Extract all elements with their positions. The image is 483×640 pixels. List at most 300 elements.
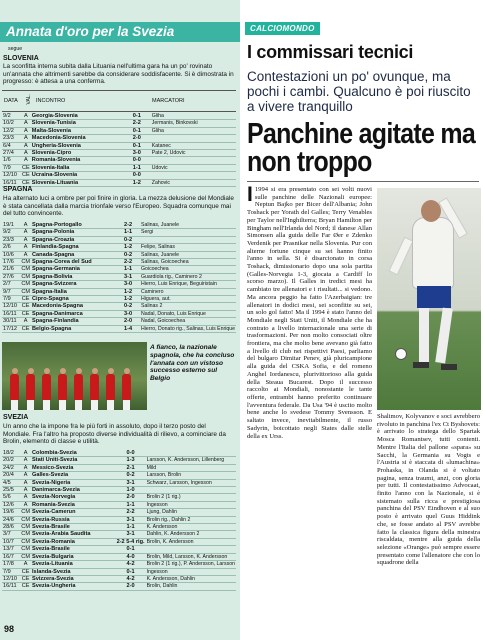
match-scorers: Salinas, Juanele: [140, 222, 236, 229]
match-teams: Ungheria-Slovenia: [31, 142, 123, 149]
match-type: A: [20, 450, 31, 457]
match-score: 1-4: [116, 325, 140, 332]
match-type: A: [20, 472, 31, 479]
result-row: [2, 553, 236, 560]
match-score: 1-1: [123, 164, 151, 171]
match-score: 3-0: [116, 281, 140, 288]
match-scorers: [151, 135, 236, 142]
spagna-table: [2, 222, 236, 333]
result-row: [2, 561, 236, 568]
player: [90, 374, 99, 400]
result-row: [2, 472, 236, 479]
match-date: 13/7: [2, 546, 20, 553]
photo-caption: A fianco, la nazionale spagnola, che ha concluso l'annata con un vistoso successo esterno sul Belgio: [150, 344, 235, 383]
result-row: [2, 487, 236, 494]
result-row: [2, 450, 236, 457]
match-scorers: K. Andersson: [146, 524, 236, 531]
match-scorers: Brolin, Mild, Larsson, K. Andersson: [146, 553, 236, 560]
result-row: [2, 251, 236, 258]
match-date: 25/5: [2, 487, 20, 494]
result-row: [2, 575, 236, 582]
drop-cap: I: [247, 183, 253, 206]
match-teams: Spagna-Corea del Sud: [31, 259, 116, 266]
match-score: 0-2: [116, 472, 146, 479]
match-date: 17/12: [2, 325, 20, 332]
player: [10, 374, 19, 400]
col-val: VAL.: [26, 94, 32, 105]
result-row: [2, 546, 236, 553]
article-body-col2: Shalimov, Kolyvanov e soci avrebbero rivoluto in panchina l'ex Ct Byshovets: è arrivato lo stratega dello Spartak Mosca Romantsev, tutti contenti. Mentre l'Italia del pallone «spara» su Sacchi, la Germania su Vogts e l'Austria si è staccata di «lumachina» Prohaska, in Olanda si è voltato pagina, senza traumi, anzi, con gloria per tutti. Il contestatissimo Advocaat, finito l'anno con la Nazionale, si è sistemato sulla ricca e prestigiosa panchina del PSV Eindhoven e al suo posto è arrivato quel Guus Hiddink che, se fosse andato al PSV avrebbe fatto la classica figura della minestra riscaldata, mentre alla guida della selezione «Orange» può sempre essere presentato come l'allenatore che con lo squadrone della: [377, 413, 480, 567]
match-date: 2/7: [2, 281, 20, 288]
match-date: 2/6: [2, 244, 20, 251]
match-type: CM: [21, 538, 30, 545]
match-score: 2-0: [116, 318, 140, 325]
match-score: 2-0: [116, 583, 146, 590]
match-score: 2-2 5-4 rig.: [116, 538, 145, 545]
match-scorers: Higuera, aut.: [140, 296, 236, 303]
match-scorers: Brolin rig., Dahlin 2: [146, 516, 236, 523]
photo-head: [421, 200, 441, 222]
match-score: 4-2: [116, 561, 146, 568]
result-row: [2, 494, 236, 501]
section-tag: CALCIOMONDO: [245, 22, 320, 35]
result-row: [2, 113, 236, 120]
player: [122, 374, 131, 400]
match-teams: Georgia-Slovenia: [31, 113, 123, 120]
photo-shoe: [413, 362, 429, 368]
match-score: 1-2: [123, 179, 151, 186]
match-type: CE: [21, 303, 30, 310]
match-date: 12/10: [2, 575, 20, 582]
match-type: CM: [21, 546, 30, 553]
match-type: A: [21, 135, 31, 142]
player: [42, 374, 51, 400]
match-date: 10/7: [2, 538, 20, 545]
match-date: 12/2: [2, 127, 21, 134]
match-scorers: Nadal, Donato, Luis Enrique: [140, 310, 236, 317]
spain-team-photo: [2, 342, 147, 410]
result-row: [2, 325, 236, 332]
match-date: 12/10: [2, 172, 21, 179]
divider: [247, 181, 479, 182]
result-row: [2, 259, 236, 266]
result-row: [2, 531, 236, 538]
svezia-table: [2, 450, 236, 591]
result-row: [2, 127, 236, 134]
match-scorers: Salinas, Goicoechea: [140, 259, 236, 266]
result-row: [2, 120, 236, 127]
match-date: 3/7: [2, 531, 20, 538]
match-type: CM: [21, 531, 30, 538]
match-date: 24/2: [2, 464, 20, 471]
match-date: 17/8: [2, 561, 20, 568]
match-date: 16/11: [2, 310, 20, 317]
match-score: 0-1: [123, 113, 151, 120]
slovenia-title: SLOVENIA: [3, 55, 39, 62]
match-type: A: [20, 457, 31, 464]
match-teams: Messico-Svezia: [31, 464, 116, 471]
result-row: [2, 568, 236, 575]
continued-label: segue: [8, 46, 23, 52]
result-row: [2, 501, 236, 508]
match-date: 21/6: [2, 266, 20, 273]
result-row: [2, 142, 236, 149]
match-type: A: [20, 464, 31, 471]
football-icon: [395, 348, 407, 360]
match-score: 0-0: [123, 172, 151, 179]
match-scorers: Hierro, Luis Enrique, Beguiristain: [140, 281, 236, 288]
match-type: CE: [21, 575, 30, 582]
match-type: A: [20, 494, 31, 501]
match-teams: Cipro-Spagna: [31, 296, 116, 303]
match-scorers: Mild: [146, 464, 236, 471]
match-type: CE: [22, 172, 30, 179]
svezia-intro: Un anno che la impone fra le più forti in assoluto, dopo il terzo posto del Mondiale. Fra l'altro ha proposto diverse individualità di rilievo, a cominciare da Brolin, elemento di classe e utilità.: [3, 423, 226, 446]
match-date: 9/7: [2, 288, 20, 295]
match-date: 27/6: [2, 273, 20, 280]
match-score: 3-0: [123, 150, 151, 157]
result-row: [2, 524, 236, 531]
match-type: A: [21, 142, 31, 149]
match-score: 2-0: [116, 494, 146, 501]
match-score: 3-1: [116, 479, 146, 486]
match-score: 2-2: [116, 509, 146, 516]
match-teams: Colombia-Svezia: [31, 450, 116, 457]
table-header: [2, 90, 236, 112]
match-score: 0-2: [116, 303, 140, 310]
match-score: 0-0: [116, 450, 146, 457]
match-teams: Romania-Slovenia: [31, 157, 123, 164]
player: [58, 374, 67, 400]
match-teams: Svezia-Arabia Saudita: [31, 531, 116, 538]
match-teams: Slovenia-Lituania: [31, 179, 123, 186]
match-score: 1-2: [116, 288, 140, 295]
article-kicker: I commissari tecnici: [247, 42, 414, 62]
col-date: DATA: [4, 98, 18, 104]
result-row: [2, 303, 236, 310]
match-score: 2-2: [123, 120, 151, 127]
match-scorers: Udovic: [151, 164, 236, 171]
result-row: [2, 179, 236, 186]
result-row: [2, 296, 236, 303]
match-date: 4/5: [2, 479, 20, 486]
match-teams: Stati Uniti-Svezia: [31, 457, 116, 464]
match-type: CM: [21, 288, 31, 295]
match-type: CM: [21, 266, 31, 273]
match-date: 5/6: [2, 494, 20, 501]
result-row: [2, 135, 236, 142]
match-date: 20/2: [2, 457, 20, 464]
match-score: 3-1: [116, 516, 146, 523]
match-score: 1-1: [116, 524, 146, 531]
match-type: A: [20, 318, 31, 325]
match-teams: Svizzera-Svezia: [31, 575, 116, 582]
match-teams: Svezia-Lituania: [31, 561, 116, 568]
match-score: 1-1: [116, 266, 140, 273]
match-date: 12/10: [2, 303, 20, 310]
match-score: 3-1: [116, 531, 146, 538]
result-row: [2, 281, 236, 288]
match-date: 9/2: [2, 113, 21, 120]
match-teams: Spagna-Svizzera: [31, 281, 116, 288]
result-row: [2, 164, 236, 171]
match-teams: Danimarca-Svezia: [31, 487, 116, 494]
match-teams: Spagna-Danimarca: [31, 310, 116, 317]
match-scorers: Brolin 2 (1 rig.), P. Andersson, Larsson: [146, 561, 235, 568]
match-teams: Svezia-Camerun: [31, 509, 116, 516]
match-scorers: Larsson, K. Andersson, Lillenberg: [146, 457, 236, 464]
match-type: CE: [21, 296, 30, 303]
match-type: CE: [21, 325, 30, 332]
match-scorers: Felipe, Salinas: [140, 244, 236, 251]
result-row: [2, 583, 236, 590]
match-scorers: [140, 236, 236, 243]
match-teams: Spagna-Portogallo: [31, 222, 116, 229]
match-score: 4-0: [116, 553, 146, 560]
match-teams: Spagna-Polonia: [31, 229, 116, 236]
result-row: [2, 479, 236, 486]
col-match: INCONTRO: [36, 98, 66, 104]
spagna-title: SPAGNA: [3, 186, 33, 193]
match-type: A: [20, 561, 31, 568]
match-scorers: Ingesson: [146, 568, 236, 575]
player: [106, 374, 115, 400]
match-date: 27/4: [2, 150, 21, 157]
match-date: 19/6: [2, 509, 20, 516]
match-scorers: [146, 450, 236, 457]
match-date: 20/4: [2, 472, 20, 479]
match-type: A: [21, 113, 31, 120]
match-scorers: Brolin, K. Andersson: [146, 538, 236, 545]
result-row: [2, 157, 236, 164]
result-row: [2, 318, 236, 325]
result-row: [2, 266, 236, 273]
match-type: CM: [21, 553, 30, 560]
match-type: A: [20, 501, 31, 508]
match-score: 0-2: [116, 251, 140, 258]
match-type: CM: [21, 273, 31, 280]
photo-torso: [413, 218, 453, 288]
match-scorers: K. Andersson, Dahlin: [146, 575, 236, 582]
match-score: 2-1: [116, 464, 146, 471]
match-scorers: Jermanis, Binkovski: [151, 120, 236, 127]
svezia-title: SVEZIA: [3, 414, 29, 421]
photo-arm: [390, 238, 412, 274]
match-scorers: Goicoechea: [140, 266, 236, 273]
match-scorers: Nadal, Goicoechea: [140, 318, 236, 325]
match-teams: Macedonia-Spagna: [31, 303, 116, 310]
match-date: 18/2: [2, 450, 20, 457]
match-date: 9/2: [2, 229, 20, 236]
article-subtitle: Contestazioni un po' ovunque, ma pochi i cambi. Qualcuno è poi riuscito a vivere tranquillo: [247, 69, 471, 114]
match-date: 23/3: [2, 135, 21, 142]
match-score: 0-1: [123, 142, 151, 149]
match-scorers: Gliha: [151, 127, 236, 134]
match-type: CM: [21, 259, 31, 266]
match-scorers: Brolin, Dahlin: [146, 583, 236, 590]
match-type: CM: [21, 281, 31, 288]
match-date: 10/2: [2, 120, 21, 127]
match-score: 1-0: [116, 487, 146, 494]
match-type: CE: [22, 179, 30, 186]
match-scorers: Schwarz, Larsson, Ingesson: [146, 479, 236, 486]
result-row: [2, 244, 236, 251]
match-type: A: [21, 157, 31, 164]
article-body-col1: [247, 183, 372, 440]
result-row: [2, 516, 236, 523]
result-row: [2, 236, 236, 243]
match-type: CM: [21, 524, 30, 531]
match-teams: Svezia-Russia: [31, 516, 116, 523]
match-teams: Spagna-Croazia: [31, 236, 116, 243]
match-teams: Slovenia-Cipro: [31, 150, 123, 157]
page-number: 98: [4, 624, 15, 634]
match-teams: Malta-Slovenia: [31, 127, 123, 134]
match-score: 1-1: [116, 229, 140, 236]
match-date: 19/1: [2, 222, 20, 229]
slovenia-intro: La sconfitta interna subita dalla Lituania nell'ultima gara ha un po' rovinato un'annata che altrimenti sarebbe da considerare soddisfacente. Si è dimostrata in progresso: è attesa a una conferma.: [3, 63, 234, 86]
match-date: 12/6: [2, 501, 20, 508]
match-score: 0-1: [123, 127, 151, 134]
result-row: [2, 538, 236, 545]
match-type: A: [21, 127, 31, 134]
match-teams: Slovenia-Tunisia: [31, 120, 123, 127]
photo-leg: [435, 308, 453, 364]
match-teams: Spagna-Germania: [31, 266, 116, 273]
match-teams: Spagna-Bolivia: [31, 273, 116, 280]
match-scorers: [146, 487, 236, 494]
result-row: [2, 229, 236, 236]
match-date: 28/6: [2, 524, 20, 531]
match-score: 1-2: [116, 244, 140, 251]
match-date: 23/3: [2, 236, 20, 243]
match-score: 2-2: [116, 259, 140, 266]
match-date: 7/9: [2, 568, 20, 575]
result-row: [2, 464, 236, 471]
player: [74, 374, 83, 400]
match-teams: Slovenia-Italia: [31, 164, 123, 171]
match-type: A: [20, 222, 31, 229]
body-text-1: 1994 si era presentato con sei volti nuovi sulle panchine delle Nazionali europee: Neptun Bajko per Bicer dell'Albania; John Toshack per Yorath del Galles; Terry Venables per Taylor nell'Inghilterra; Bryan Hamilton per Bingham nell'Irlanda del Nord; il danese Allan Simonsen alla guida delle Far Øer e Zdenko Verdenik per Prasnikar nella Slovenia. Pur con alterne fortune cinque su sei hanno finito l'anno in sella. Si è disarcionato in corsa Toshack, dimissionario dopo una sola partita (Galles-Norvegia 1-3, giocata a Cardiff lo scorso marzo). Il Galles in tredici mesi ha cambiato tre allenatori e i risultati... si vedono. Ma ancora peggio ha fatto l'Azerbaigian: tre allenatori in dodici mesi, sei sconfitte su sei, un solo gol fatto! Ma il 1994 è stato l'anno del Mondiale negli Stati Uniti, il Mondiale che ha contrato a livello internazionale una serie di trasformazioni. Per non molto consociati oltre frontiera, ma che molto bene avevano già fatto a livello di club nei rispettivi Paesi, parliamo del bulgaro Dimitar Penev, già pluricampione alla guida del CSKA Sofia, e del romeno Anghel Iordanescu, plurivittorioso alla guida della Steaua Bucarest. Dopo il successo raccolto ai Mondiali, nonostante le tante offerte, entrambi hanno preferito continuare l'avventura federale. Da Usa '94 è uscito molto bene anche lo svedese Tommy Svensson. E saltato invece, inevitabilmente, il russo Sadyrin, boicottato negli States dalle stelle della ex Urss.: [247, 186, 372, 440]
result-row: [2, 222, 236, 229]
photo-shorts: [417, 286, 451, 308]
match-score: 2-0: [123, 135, 151, 142]
match-date: 7/9: [2, 164, 21, 171]
match-date: 1/6: [2, 157, 21, 164]
match-teams: Macedonia-Slovenia: [31, 135, 123, 142]
match-teams: Spagna-Finlandia: [31, 318, 116, 325]
match-teams: Svezia-Ungheria: [31, 583, 116, 590]
match-date: 7/9: [2, 296, 20, 303]
match-type: A: [20, 244, 31, 251]
match-type: CM: [21, 516, 30, 523]
match-scorers: Salinas 2: [140, 303, 236, 310]
match-teams: Svezia-Norvegia: [31, 494, 116, 501]
match-teams: Svezia-Romania: [31, 538, 116, 545]
match-date: 16/7: [2, 553, 20, 560]
match-scorers: Hierro, Donato rig., Salinas, Luis Enrique: [141, 325, 235, 332]
match-score: 1-2: [116, 296, 140, 303]
match-scorers: [146, 546, 236, 553]
match-type: A: [20, 487, 31, 494]
result-row: [2, 310, 236, 317]
match-scorers: Zahovic: [151, 179, 236, 186]
result-row: [2, 150, 236, 157]
match-date: 10/6: [2, 251, 20, 258]
match-score: 3-1: [116, 273, 140, 280]
match-score: 0-1: [116, 546, 146, 553]
match-scorers: Salinas, Juanele: [140, 251, 236, 258]
left-column: [0, 0, 240, 640]
article-headline: Panchine agitate ma non troppo: [247, 118, 476, 178]
match-type: CE: [21, 583, 30, 590]
match-scorers: Sergi: [140, 229, 236, 236]
match-teams: Canada-Spagna: [31, 251, 116, 258]
match-score: 3-0: [116, 310, 140, 317]
match-scorers: Larsson, Brolin: [146, 472, 236, 479]
match-date: 30/11: [2, 318, 20, 325]
match-scorers: [151, 172, 236, 179]
match-teams: Svezia-Brasile: [31, 546, 116, 553]
match-type: A: [20, 236, 31, 243]
match-type: CE: [21, 568, 30, 575]
match-type: CE: [21, 310, 30, 317]
match-score: 2-2: [116, 222, 140, 229]
match-type: A: [20, 229, 31, 236]
match-type: A: [20, 251, 31, 258]
match-scorers: Guardiola rig., Caminero 2: [140, 273, 236, 280]
match-date: 16/11: [2, 179, 21, 186]
match-score: 0-2: [116, 236, 140, 243]
match-scorers: Pate 2, Udovic: [151, 150, 236, 157]
match-type: CM: [21, 509, 30, 516]
match-teams: Svezia-Bulgaria: [31, 553, 116, 560]
result-row: [2, 172, 236, 179]
match-scorers: Brolin 2 (1 rig.): [146, 494, 236, 501]
match-teams: Spagna-Italia: [31, 288, 116, 295]
match-date: 17/6: [2, 259, 20, 266]
match-type: A: [20, 479, 31, 486]
photo-shoe: [441, 364, 457, 370]
match-scorers: Gliha: [151, 113, 236, 120]
match-teams: Islanda-Svezia: [31, 568, 116, 575]
slovenia-table: [2, 113, 236, 187]
match-score: 1-1: [116, 501, 146, 508]
match-scorers: Ingesson: [146, 501, 236, 508]
match-scorers: Katanec: [151, 142, 236, 149]
col-scorers: MARCATORI: [152, 98, 185, 104]
coach-photo: [377, 188, 481, 410]
match-scorers: Dahlin, K. Andersson 2: [146, 531, 236, 538]
match-teams: Finlandia-Spagna: [31, 244, 116, 251]
result-row: [2, 273, 236, 280]
match-teams: Svezia-Brasile: [31, 524, 116, 531]
match-teams: Romania-Svezia: [31, 501, 116, 508]
match-date: 24/6: [2, 516, 20, 523]
match-score: 0-0: [123, 157, 151, 164]
match-type: A: [21, 150, 31, 157]
match-score: 1-3: [116, 457, 146, 464]
match-date: 16/11: [2, 583, 20, 590]
result-row: [2, 457, 236, 464]
match-score: 4-2: [116, 575, 146, 582]
match-scorers: Caminero: [140, 288, 236, 295]
spagna-intro: Ha alternato luci a ombre per poi finire in gloria. La mezza delusione del Mondiale è stata cancellata dalla marcia trionfale verso l'Europeo. Squadra comunque mai del tutto convincente.: [3, 195, 234, 218]
photo-leg: [419, 308, 429, 363]
section-header: Annata d'oro per la Svezia: [0, 22, 240, 42]
match-teams: Svezia-Nigeria: [31, 479, 116, 486]
match-teams: Galles-Svezia: [31, 472, 116, 479]
